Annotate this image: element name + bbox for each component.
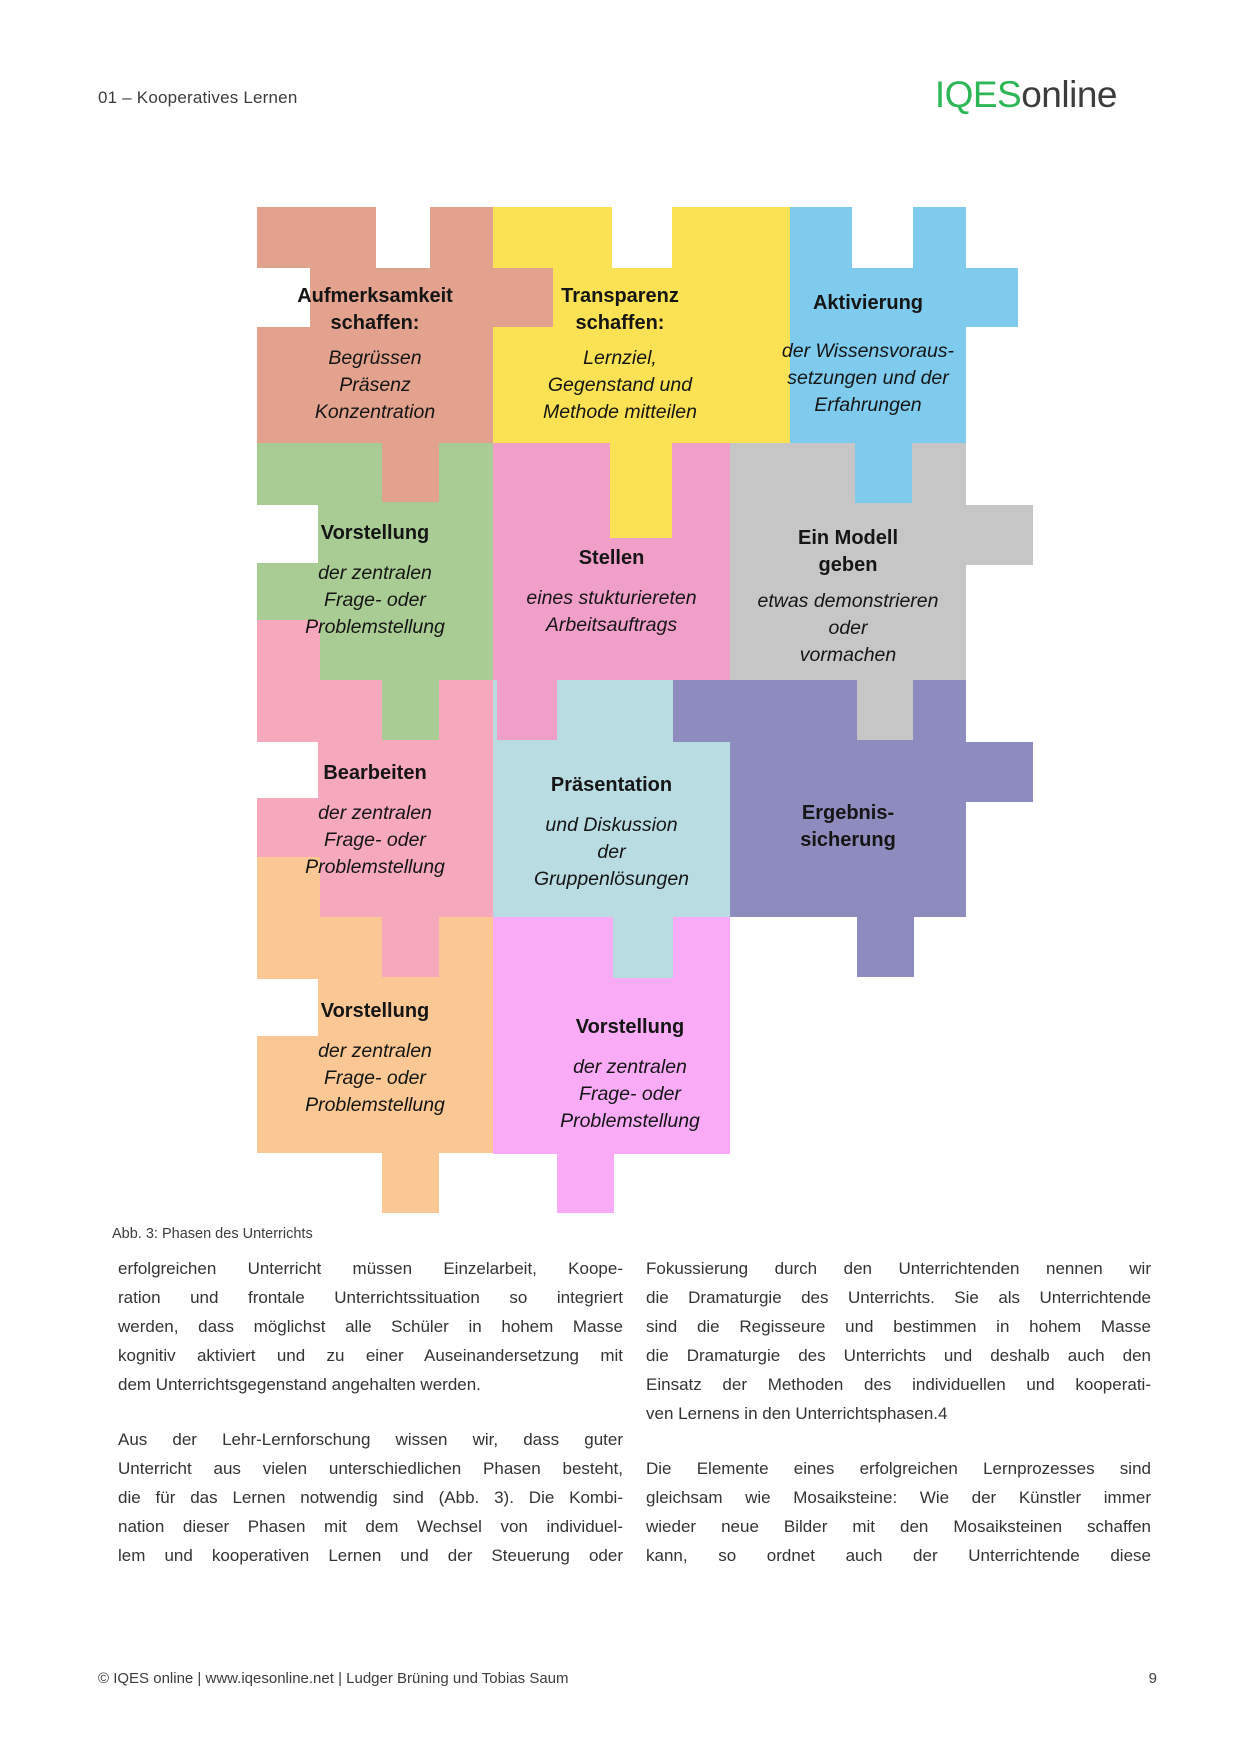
- piece-subtitle-line: oder: [828, 617, 868, 639]
- body-line: Aus der Lehr-Lernforschung wissen wir, dass guter: [118, 1430, 623, 1449]
- body-line: dem Unterrichtsgegenstand angehalten werden.: [118, 1375, 481, 1394]
- puzzle-block: [382, 1153, 439, 1213]
- piece-subtitle-line: Gruppenlösungen: [533, 868, 690, 890]
- body-line: Die Elemente eines erfolgreichen Lernprozesses sind: [646, 1459, 1151, 1478]
- body-line: erfolgreichen Unterricht müssen Einzelarbeit, Koope-: [118, 1259, 623, 1278]
- piece-subtitle-line: Problemstellung: [305, 1094, 445, 1116]
- piece-subtitle-line: Gegenstand und: [547, 374, 693, 396]
- piece-title: [257, 760, 493, 787]
- piece-title: [730, 525, 966, 579]
- page-number: 9: [1148, 1670, 1157, 1687]
- piece-subtitle-line: der zentralen: [318, 562, 432, 584]
- puzzle-block: [913, 207, 966, 268]
- piece-title-line: sicherung: [800, 829, 896, 851]
- piece-subtitle-line: Konzentration: [314, 401, 436, 423]
- puzzle-block: [430, 207, 493, 268]
- piece-subtitle: [257, 560, 493, 641]
- body-column-right: [646, 1254, 1151, 1596]
- piece-subtitle-line: Frage- oder: [324, 1067, 426, 1089]
- piece-title-line: Vorstellung: [320, 522, 430, 544]
- piece-subtitle-line: der zentralen: [318, 1040, 432, 1062]
- piece-title: [493, 772, 730, 799]
- paragraph: [118, 1425, 623, 1570]
- piece-subtitle: [750, 338, 986, 419]
- piece-subtitle: [493, 585, 730, 639]
- puzzle-block: [257, 917, 493, 979]
- puzzle-block: [493, 207, 612, 268]
- piece-subtitle: [500, 345, 740, 426]
- puzzle-block: [857, 680, 913, 740]
- piece-subtitle: [257, 800, 493, 881]
- puzzle-block: [257, 680, 493, 742]
- body-line: wieder neue Bilder mit den Mosaiksteinen schaffen: [646, 1517, 1151, 1536]
- logo-online: online: [1021, 74, 1117, 115]
- section-heading: 01 – Kooperatives Lernen: [98, 88, 298, 107]
- puzzle-block: [672, 207, 790, 268]
- puzzle-block: [673, 680, 730, 742]
- piece-subtitle-line: Problemstellung: [560, 1110, 700, 1132]
- piece-title-line: schaffen:: [575, 312, 665, 334]
- piece-title-line: Aktivierung: [812, 292, 924, 314]
- piece-title: [257, 283, 493, 337]
- puzzle-block: [966, 742, 1033, 802]
- piece-title: [750, 290, 986, 317]
- puzzle-block: [966, 505, 1033, 565]
- body-line: die für das Lernen notwendig sind (Abb. 3). Die Kombi-: [118, 1488, 623, 1507]
- piece-title: [257, 998, 493, 1025]
- piece-subtitle-line: Frage- oder: [579, 1083, 681, 1105]
- piece-subtitle-line: der zentralen: [573, 1056, 687, 1078]
- body-line: kann, so ordnet auch der Unterrichtende diese: [646, 1546, 1151, 1565]
- paragraph: [646, 1454, 1151, 1570]
- puzzle-block: [855, 443, 912, 503]
- puzzle-block: [610, 443, 672, 538]
- piece-title-line: Vorstellung: [575, 1016, 685, 1038]
- body-line: die Dramaturgie des Unterrichts. Sie als Unterrichtende: [646, 1288, 1151, 1307]
- puzzle-block: [382, 680, 439, 740]
- piece-subtitle-line: Arbeitsauftrags: [545, 614, 678, 636]
- puzzle-block: [730, 680, 966, 917]
- piece-title-line: Ein Modell: [798, 527, 898, 549]
- puzzle-block: [790, 207, 852, 268]
- piece-title-line: Transparenz: [561, 285, 679, 307]
- piece-subtitle-line: Problemstellung: [305, 616, 445, 638]
- piece-subtitle-line: Präsenz: [339, 374, 411, 396]
- piece-subtitle-line: setzungen und der: [787, 367, 949, 389]
- logo-iqes: IQES: [934, 74, 1022, 115]
- piece-title-line: Bearbeiten: [323, 762, 427, 784]
- piece-title: [505, 1014, 755, 1041]
- piece-subtitle-line: und Diskussion: [545, 814, 678, 836]
- piece-subtitle-line: etwas demonstrieren: [757, 590, 939, 612]
- puzzle-block: [497, 680, 557, 740]
- body-line: ven Lernens in den Unterrichtsphasen.4: [646, 1404, 948, 1423]
- piece-subtitle-line: der zentralen: [318, 802, 432, 824]
- puzzle-block: [257, 207, 376, 268]
- piece-subtitle-line: der: [597, 841, 626, 863]
- body-line: lem und kooperativen Lernen und der Steuerung oder: [118, 1546, 623, 1565]
- piece-subtitle: [257, 345, 493, 426]
- body-line: nation dieser Phasen mit dem Wechsel von individuel-: [118, 1517, 623, 1536]
- piece-subtitle-line: Frage- oder: [324, 829, 426, 851]
- piece-subtitle: [493, 812, 730, 893]
- piece-title: [493, 545, 730, 572]
- puzzle-block: [257, 443, 493, 505]
- piece-title: [500, 283, 740, 337]
- puzzle-block: [382, 443, 439, 502]
- piece-title: [730, 800, 966, 854]
- footer-credit: © IQES online | www.iqesonline.net | Ludger Brüning und Tobias Saum: [98, 1670, 569, 1687]
- piece-subtitle-line: Frage- oder: [324, 589, 426, 611]
- piece-subtitle-line: Lernziel,: [583, 347, 657, 369]
- paragraph: [118, 1254, 623, 1399]
- piece-subtitle-line: Erfahrungen: [814, 394, 922, 416]
- figure-caption: Abb. 3: Phasen des Unterrichts: [112, 1226, 313, 1242]
- piece-title-line: Vorstellung: [320, 1000, 430, 1022]
- piece-subtitle-line: Methode mitteilen: [543, 401, 697, 423]
- body-line: werden, dass möglichst alle Schüler in hohem Masse: [118, 1317, 623, 1336]
- body-column-left: [118, 1254, 623, 1596]
- piece-title-line: Präsentation: [550, 774, 673, 796]
- body-line: Fokussierung durch den Unterrichtenden nennen wir: [646, 1259, 1151, 1278]
- puzzle-block: [857, 917, 914, 977]
- piece-subtitle: [257, 1038, 493, 1119]
- piece-title: [257, 520, 493, 547]
- piece-subtitle-line: Begrüssen: [328, 347, 422, 369]
- body-line: gleichsam wie Mosaiksteine: Wie der Künstler immer: [646, 1488, 1151, 1507]
- piece-subtitle: [730, 588, 966, 669]
- body-line: ration und frontale Unterrichtssituation so integriert: [118, 1288, 623, 1307]
- puzzle-block: [382, 917, 439, 977]
- piece-subtitle: [505, 1054, 755, 1135]
- piece-title-line: schaffen:: [330, 312, 420, 334]
- body-line: kognitiv aktiviert und zu einer Auseinandersetzung mit: [118, 1346, 623, 1365]
- body-line: die Dramaturgie des Unterrichts und deshalb auch den: [646, 1346, 1151, 1365]
- piece-title-line: geben: [818, 554, 878, 576]
- puzzle-block: [557, 1153, 614, 1213]
- piece-title-line: Aufmerksamkeit: [297, 285, 453, 307]
- piece-subtitle-line: der Wissensvoraus-: [781, 340, 955, 362]
- piece-subtitle-line: vormachen: [799, 644, 897, 666]
- piece-title-line: Ergebnis-: [801, 802, 895, 824]
- piece-subtitle-line: Problemstellung: [305, 856, 445, 878]
- body-line: Unterricht aus vielen unterschiedlichen Phasen besteht,: [118, 1459, 623, 1478]
- puzzle-block: [613, 917, 673, 978]
- body-line: Einsatz der Methoden des individuellen und kooperati-: [646, 1375, 1151, 1394]
- body-line: sind die Regisseure und bestimmen in hohem Masse: [646, 1317, 1151, 1336]
- paragraph: [646, 1254, 1151, 1428]
- piece-title-line: Stellen: [578, 547, 645, 569]
- piece-subtitle-line: eines stukturiereten: [526, 587, 697, 609]
